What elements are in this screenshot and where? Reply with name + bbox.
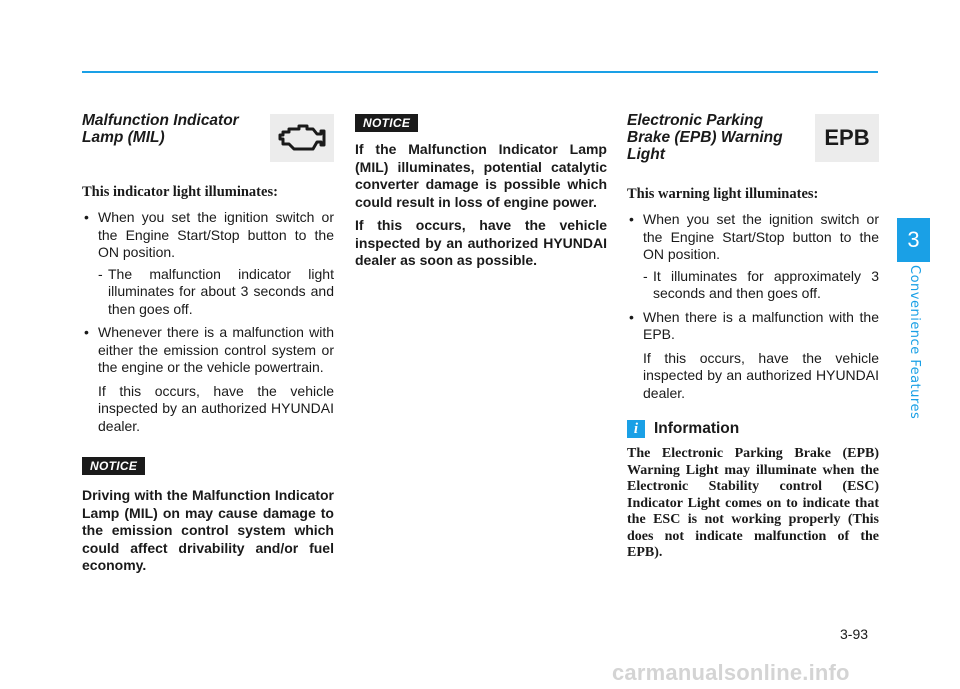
mil-bullet-2: • Whenever there is a malfunction with either the emission control system or the engine or the vehicle powertrain. bbox=[82, 324, 334, 377]
mil-dash-1: - The malfunction indicator light illuminates for about 3 seconds and then goes off. bbox=[82, 266, 334, 319]
chapter-number-tab: 3 bbox=[897, 218, 930, 262]
top-divider-line bbox=[82, 71, 878, 73]
mil-subheading: This indicator light illuminates: bbox=[82, 184, 278, 200]
column-epb bbox=[627, 110, 879, 562]
information-header bbox=[627, 420, 879, 438]
mil-notice-badge: NOTICE bbox=[82, 457, 145, 475]
mil-note: If this occurs, have the vehicle inspected by an authorized HYUNDAI dealer. bbox=[98, 382, 334, 434]
engine-check-icon bbox=[277, 123, 327, 153]
catalyst-notice-badge: NOTICE bbox=[355, 114, 418, 132]
mil-notice-text: Driving with the Malfunction Indicator Lamp (MIL) on may cause damage to the emission control system which could affect drivability and/or fuel economy. bbox=[82, 487, 334, 573]
catalyst-notice-p1: If the Malfunction Indicator Lamp (MIL) illuminates, potential catalytic converter damage is possible which could result in loss of engine power. bbox=[355, 141, 607, 210]
epb-dash-1: - It illuminates for approximately 3 seconds and then goes off. bbox=[627, 268, 879, 303]
epb-bullet-1: • When you set the ignition switch or the Engine Start/Stop button to the ON position. bbox=[627, 211, 879, 264]
epb-lamp-label: EPB bbox=[824, 125, 870, 150]
information-title: Information bbox=[654, 420, 740, 437]
watermark: carmanualsonline.info bbox=[612, 660, 850, 685]
epb-bullet-2: • When there is a malfunction with the EPB. bbox=[627, 309, 879, 344]
catalyst-notice-p2: If this occurs, have the vehicle inspected by an authorized HYUNDAI dealer as soon as possible. bbox=[355, 217, 607, 268]
mil-bullet-1: • When you set the ignition switch or the Engine Start/Stop button to the ON position. bbox=[82, 209, 334, 262]
column-mil bbox=[82, 110, 334, 581]
page-number: 3-93 bbox=[840, 626, 869, 642]
epb-heading: Electronic Parking Brake (EPB) Warning Light bbox=[627, 112, 783, 163]
mil-lamp-box bbox=[270, 114, 334, 162]
information-text: The Electronic Parking Brake (EPB) Warning Light may illuminate when the Electronic Stability control (ESC) Indicator Light comes on to indicate that the ESC is not working properly (This does not indicate malfunction of the EPB). bbox=[627, 446, 879, 560]
epb-lamp-box bbox=[815, 114, 879, 162]
epb-subheading: This warning light illuminates: bbox=[627, 186, 819, 202]
mil-heading-row bbox=[82, 110, 334, 162]
mil-heading: Malfunction Indicator Lamp (MIL) bbox=[82, 112, 239, 146]
epb-note: If this occurs, have the vehicle inspected by an authorized HYUNDAI dealer. bbox=[643, 349, 879, 401]
column-notice bbox=[355, 110, 607, 276]
epb-heading-row bbox=[627, 110, 879, 164]
information-icon: i bbox=[627, 420, 645, 438]
chapter-name: Convenience Features bbox=[907, 265, 922, 420]
